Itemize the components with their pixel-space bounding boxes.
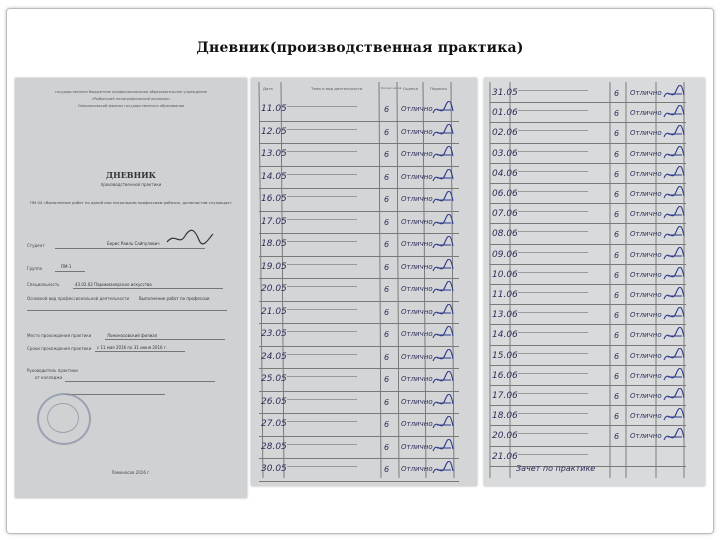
row-hours: 6	[614, 210, 620, 220]
signature-icon	[662, 428, 686, 446]
row-hours: 6	[614, 392, 620, 401]
table-row-line	[259, 233, 459, 234]
row-hours: 6	[614, 230, 620, 240]
row-date: 21.06	[492, 451, 518, 462]
row-date: 17.06	[492, 391, 518, 401]
final-note: Зачет по практике	[516, 464, 596, 473]
row-topic-text	[518, 252, 588, 253]
signature-icon	[431, 214, 455, 232]
row-date: 24.05	[261, 351, 287, 362]
signature-icon	[662, 166, 686, 184]
table-row-line	[259, 368, 459, 369]
column-header: Тема и вид деятельности	[311, 86, 363, 91]
table-row-line	[490, 163, 686, 164]
row-hours: 6	[614, 371, 620, 381]
row-grade: Отлично	[630, 129, 662, 138]
row-topic-text	[287, 219, 357, 220]
table-row-line	[490, 264, 686, 265]
row-grade: Отлично	[630, 392, 662, 400]
row-date: 10.06	[492, 269, 518, 280]
signature-icon	[431, 304, 455, 322]
row-date: 31.05	[492, 88, 518, 98]
table-row-line	[259, 256, 459, 257]
row-grade: Отлично	[401, 217, 433, 226]
cover-field-label: Студент	[27, 243, 45, 248]
row-hours: 6	[384, 465, 390, 474]
table-row-line	[259, 166, 459, 167]
cover-footer: Ломоносов 2016 г.	[111, 470, 151, 475]
table-row-line	[490, 284, 686, 285]
row-hours: 6	[614, 149, 620, 159]
row-grade: Отлично	[630, 351, 662, 360]
table-row-line	[490, 203, 686, 204]
row-hours: 6	[614, 412, 620, 422]
row-grade: Отлично	[630, 190, 662, 198]
slide-title: Дневник(производственная практика)	[196, 40, 524, 56]
signature-icon	[662, 267, 686, 285]
cover-field-label: Специальность	[27, 282, 60, 287]
row-grade: Отлично	[630, 210, 662, 219]
row-date: 04.06	[492, 168, 518, 179]
cover-header-line: «Рыбинский полиграфический колледж»	[91, 97, 171, 101]
table-row-line	[490, 304, 686, 305]
cover-field-value: Выполнение работ по профессии	[139, 296, 210, 301]
table-row-line	[259, 143, 459, 144]
row-hours: 6	[384, 195, 390, 204]
cover-module: ПМ 04 «Выполнение работ по одной или нескольким профессиям рабочих, должностям служащих»	[30, 200, 232, 205]
table-row-line	[259, 436, 459, 437]
table-row-line	[490, 183, 686, 184]
row-date: 12.05	[261, 126, 287, 137]
row-topic-text	[518, 90, 588, 91]
row-date: 26.05	[261, 396, 287, 407]
diary-page-photo	[251, 78, 477, 486]
row-hours: 6	[614, 89, 620, 98]
signature-icon	[431, 326, 455, 344]
signature-icon	[431, 349, 455, 367]
row-topic-text	[518, 292, 588, 293]
signature-icon	[662, 226, 686, 244]
diary-page-continued-photo	[484, 78, 705, 486]
row-date: 27.05	[261, 419, 287, 429]
column-header: Оценка	[403, 86, 419, 91]
row-date: 18.06	[492, 411, 518, 422]
row-hours: 6	[614, 109, 620, 119]
table-row-line	[490, 143, 686, 144]
signature-icon	[662, 307, 686, 325]
table-row-line	[490, 345, 686, 346]
row-hours: 6	[384, 150, 390, 159]
row-date: 17.05	[261, 216, 287, 227]
row-grade: Отлично	[630, 291, 662, 299]
row-date: 06.06	[492, 189, 518, 199]
row-date: 19.05	[261, 261, 287, 272]
signature-icon	[431, 191, 455, 209]
cover-field-label: Место прохождения практики	[27, 333, 92, 338]
signature-icon	[431, 439, 455, 457]
row-topic-text	[518, 312, 588, 313]
row-topic-text	[287, 106, 357, 107]
signature-icon	[662, 327, 686, 345]
cover-field-label: Сроки прохождения практики	[27, 346, 92, 351]
row-grade: Отлично	[630, 331, 662, 340]
row-grade: Отлично	[630, 109, 662, 118]
row-grade: Отлично	[401, 262, 433, 271]
row-date: 16.05	[261, 194, 287, 204]
row-hours: 6	[384, 240, 390, 249]
signature-icon	[662, 186, 686, 204]
cover-title: ДНЕВНИК	[106, 170, 156, 180]
cover-field-value: Борис Раиль Сайпулович	[107, 241, 160, 246]
row-date: 20.05	[261, 284, 287, 294]
row-grade: Отлично	[630, 432, 662, 441]
row-grade: Отлично	[401, 397, 433, 406]
row-topic-text	[518, 191, 588, 192]
table-row-line	[259, 391, 459, 392]
row-date: 16.06	[492, 370, 518, 381]
table-row-line	[259, 346, 459, 347]
row-topic-text	[518, 413, 588, 414]
row-date: 14.05	[261, 171, 287, 182]
row-grade: Отлично	[401, 240, 433, 248]
table-row-line	[259, 323, 459, 324]
column-header: Подпись	[430, 86, 448, 91]
signature-icon	[662, 388, 686, 406]
row-date: 09.06	[492, 249, 518, 260]
row-topic-text	[518, 272, 588, 273]
row-hours: 6	[614, 169, 620, 179]
row-date: 14.06	[492, 330, 518, 341]
signature-icon	[662, 247, 686, 265]
cover-field-label: Основной вид профессиональной деятельности	[27, 296, 130, 301]
underline	[55, 248, 205, 249]
signature-icon	[662, 348, 686, 366]
cover-page-photo	[15, 78, 247, 498]
column-header: Кол-во часов	[381, 86, 402, 90]
row-hours: 6	[384, 442, 390, 452]
signature-icon	[662, 408, 686, 426]
table-row-line	[259, 121, 459, 122]
column-header: Дата	[263, 86, 273, 91]
row-grade: Отлично	[401, 285, 433, 293]
row-date: 15.06	[492, 350, 518, 361]
table-row-line	[259, 458, 459, 459]
row-hours: 6	[384, 375, 390, 384]
row-hours: 6	[384, 105, 390, 114]
row-grade: Отлично	[630, 250, 662, 259]
row-date: 28.05	[261, 441, 287, 452]
row-grade: Отлично	[630, 89, 662, 97]
row-date: 21.05	[261, 306, 287, 317]
row-topic-text	[518, 454, 588, 455]
row-topic-text	[518, 332, 588, 333]
row-date: 08.06	[492, 229, 518, 240]
row-topic-text	[287, 129, 357, 130]
signature-icon	[431, 461, 455, 479]
row-hours: 6	[384, 217, 390, 227]
cover-field-label: Группа	[27, 266, 43, 271]
row-hours: 6	[614, 129, 620, 139]
underline	[65, 381, 215, 382]
row-grade: Отлично	[401, 105, 433, 113]
row-grade: Отлично	[401, 375, 433, 383]
signature-icon	[662, 368, 686, 386]
underline	[65, 394, 165, 395]
row-topic-text	[287, 466, 357, 467]
signature-icon	[431, 124, 455, 142]
table-row-line	[490, 425, 686, 426]
signature-icon	[431, 169, 455, 187]
row-grade: Отлично	[630, 371, 662, 380]
signature-icon	[431, 236, 455, 254]
table-row-line	[259, 481, 459, 482]
row-grade: Отлично	[630, 230, 662, 239]
row-hours: 6	[384, 307, 390, 317]
cover-field-value: Ломоносовский филиал	[107, 333, 158, 338]
table-row-line	[490, 102, 686, 103]
row-topic-text	[518, 110, 588, 111]
row-date: 23.05	[261, 329, 287, 339]
row-hours: 6	[384, 397, 390, 407]
row-date: 18.05	[261, 239, 287, 249]
signature-icon	[662, 287, 686, 305]
cover-subtitle: производственной практики	[100, 182, 162, 187]
row-hours: 6	[614, 190, 620, 199]
table-row-line	[259, 413, 459, 414]
signature-icon	[662, 105, 686, 123]
signature-icon	[431, 259, 455, 277]
row-grade: Отлично	[630, 270, 662, 279]
row-hours: 6	[384, 127, 390, 137]
student-signature-icon	[165, 228, 215, 248]
row-hours: 6	[614, 291, 620, 300]
row-topic-text	[518, 211, 588, 212]
cover-field-value: ПМ-1	[61, 264, 72, 269]
row-grade: Отлично	[630, 149, 662, 158]
row-topic-text	[518, 353, 588, 354]
underline	[105, 339, 225, 340]
cover-header-line: государственное бюджетное профессиональное образовательное учреждение	[55, 90, 207, 94]
row-topic-text	[518, 151, 588, 152]
row-hours: 6	[384, 172, 390, 182]
row-date: 20.06	[492, 431, 518, 442]
table-row-line	[259, 278, 459, 279]
row-hours: 6	[614, 331, 620, 341]
row-topic-text	[518, 171, 588, 172]
table-row-line	[490, 365, 686, 366]
table-row-line	[490, 385, 686, 386]
signature-icon	[431, 394, 455, 412]
row-topic-text	[287, 444, 357, 445]
row-grade: Отлично	[630, 311, 662, 320]
seal-stamp-icon	[37, 393, 91, 445]
table-row-line	[259, 301, 459, 302]
row-date: 25.05	[261, 374, 287, 384]
signature-icon	[662, 85, 686, 103]
row-topic-text	[518, 393, 588, 394]
row-grade: Отлично	[401, 465, 433, 473]
signature-icon	[431, 281, 455, 299]
row-topic-text	[287, 331, 357, 332]
table-row-line	[490, 223, 686, 224]
signature-icon	[431, 101, 455, 119]
row-topic-text	[287, 264, 357, 265]
table-row-line	[490, 244, 686, 245]
underline	[55, 271, 85, 272]
row-grade: Отлично	[401, 352, 433, 361]
row-date: 01.06	[492, 108, 518, 119]
row-hours: 6	[384, 285, 390, 294]
row-hours: 6	[384, 352, 390, 362]
table-row-line	[490, 122, 686, 123]
row-topic-text	[287, 286, 357, 287]
cover-field-value: с 11 мая 2016 по 31 июня 2016 г.	[97, 345, 168, 350]
row-grade: Отлично	[401, 420, 433, 428]
underline	[27, 310, 227, 311]
row-hours: 6	[614, 250, 620, 260]
row-topic-text	[518, 231, 588, 232]
row-grade: Отлично	[401, 172, 433, 181]
signature-icon	[662, 125, 686, 143]
row-grade: Отлично	[401, 127, 433, 136]
row-topic-text	[287, 376, 357, 377]
row-topic-text	[287, 241, 357, 242]
row-date: 30.05	[261, 464, 287, 474]
row-grade: Отлично	[401, 442, 433, 451]
row-topic-text	[287, 354, 357, 355]
table-row-line	[259, 188, 459, 189]
row-topic-text	[287, 174, 357, 175]
row-date: 02.06	[492, 128, 518, 139]
row-hours: 6	[384, 330, 390, 339]
row-topic-text	[287, 421, 357, 422]
row-date: 11.06	[492, 290, 518, 300]
row-hours: 6	[614, 351, 620, 361]
row-topic-text	[518, 373, 588, 374]
underline	[73, 288, 223, 289]
row-topic-text	[287, 196, 357, 197]
row-hours: 6	[384, 420, 390, 429]
row-date: 11.05	[261, 104, 287, 114]
table-row-line	[490, 405, 686, 406]
row-grade: Отлично	[401, 307, 433, 316]
signature-icon	[431, 371, 455, 389]
cover-field-value: от колледжа	[35, 375, 63, 380]
row-date: 03.06	[492, 148, 518, 159]
row-date: 13.06	[492, 310, 518, 321]
row-grade: Отлично	[401, 330, 433, 338]
signature-icon	[662, 206, 686, 224]
row-topic-text	[287, 309, 357, 310]
table-row-line	[259, 211, 459, 212]
table-row-line	[490, 446, 686, 447]
row-grade: Отлично	[630, 412, 662, 421]
cover-header-line: Ломоносовский филиал государственного образования	[77, 104, 185, 108]
row-hours: 6	[614, 311, 620, 321]
signature-icon	[431, 416, 455, 434]
cover-field-value: 43.02.02 Парикмахерское искусство	[75, 282, 152, 287]
row-grade: Отлично	[630, 169, 662, 178]
row-topic-text	[287, 399, 357, 400]
signature-icon	[662, 146, 686, 164]
row-date: 13.05	[261, 149, 287, 159]
underline	[95, 351, 185, 352]
row-hours: 6	[614, 432, 620, 442]
row-hours: 6	[614, 270, 620, 280]
signature-icon	[431, 146, 455, 164]
table-row-line	[490, 324, 686, 325]
row-topic-text	[518, 130, 588, 131]
row-topic-text	[518, 433, 588, 434]
cover-field-label: Руководитель практики	[27, 368, 78, 373]
row-grade: Отлично	[401, 150, 433, 158]
row-hours: 6	[384, 262, 390, 272]
row-grade: Отлично	[401, 195, 433, 203]
row-date: 07.06	[492, 209, 518, 220]
row-topic-text	[287, 151, 357, 152]
